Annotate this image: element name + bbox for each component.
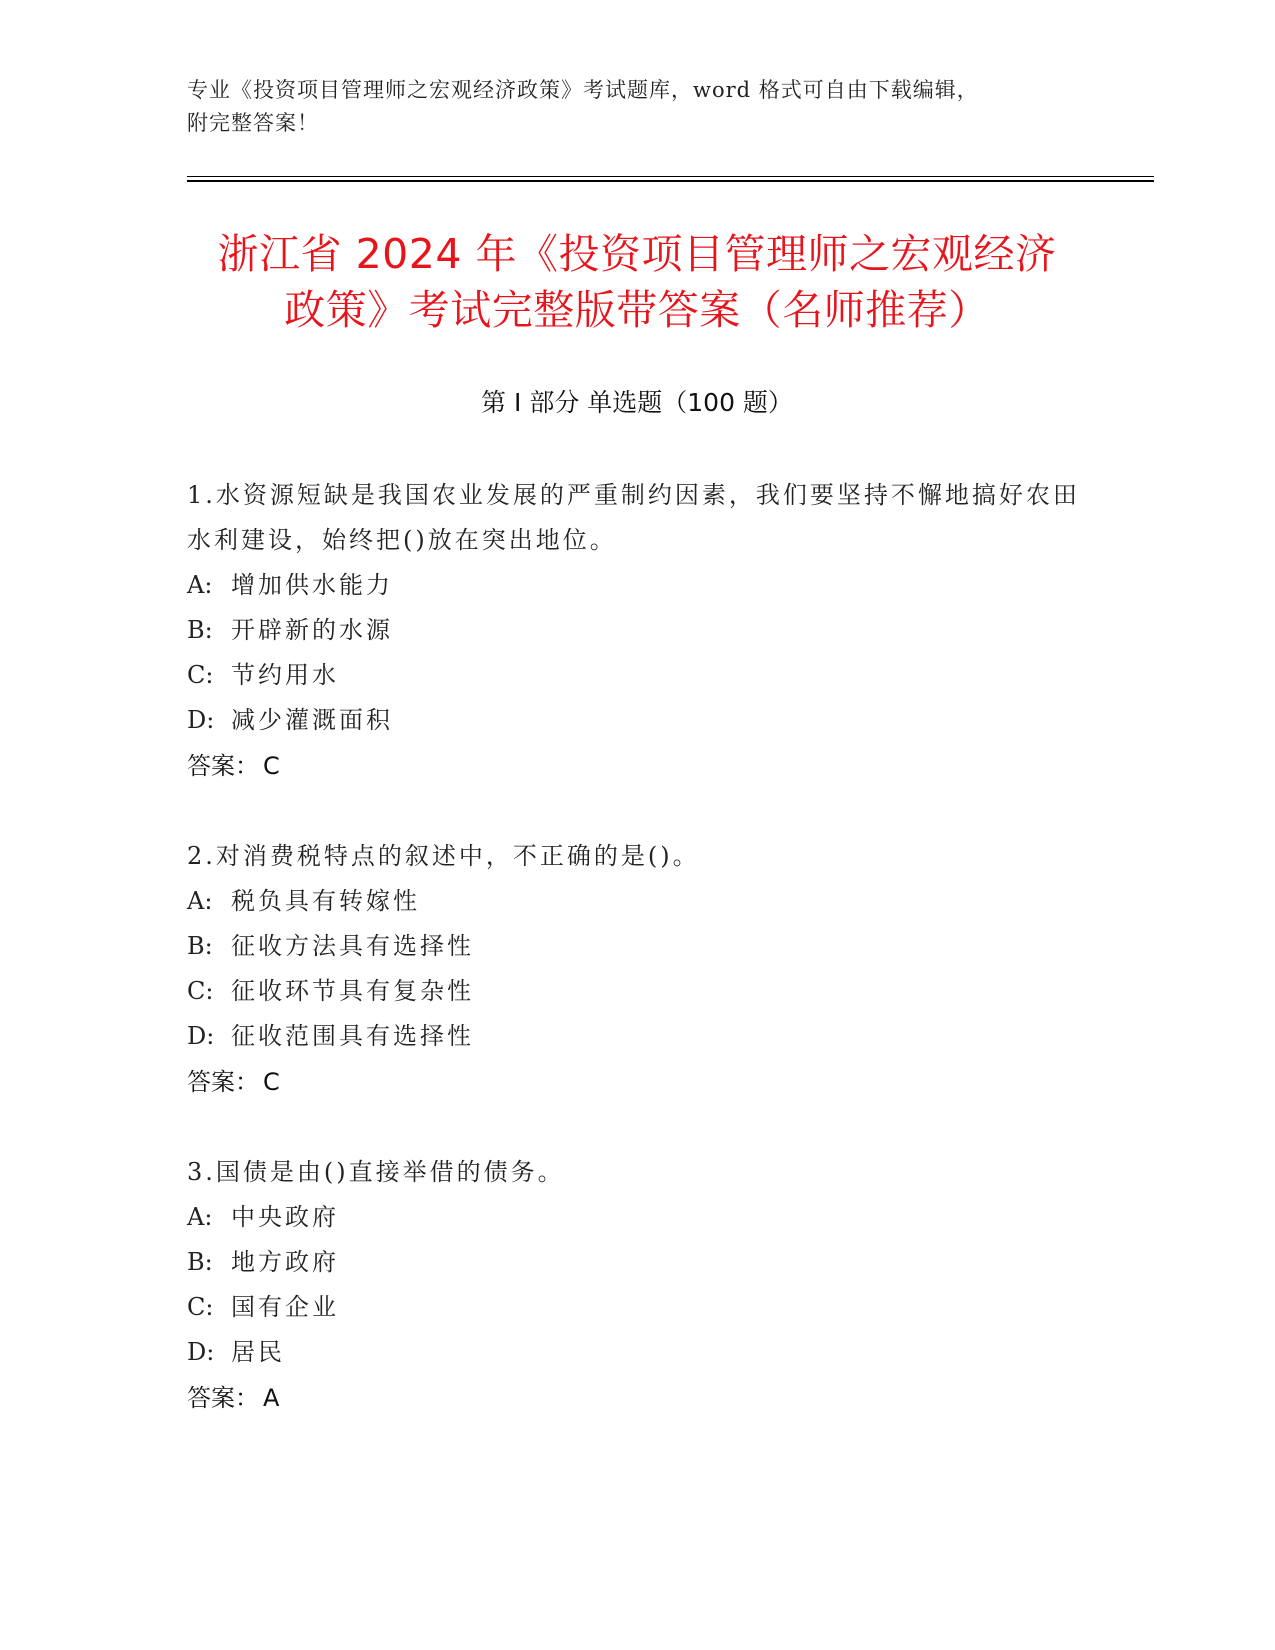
answer-value: C xyxy=(263,1068,280,1096)
option-a xyxy=(187,563,1087,608)
option-text: 节约用水 xyxy=(231,661,339,689)
option-letter: C: xyxy=(187,977,214,1005)
question-stem: 1.水资源短缺是我国农业发展的严重制约因素，我们要坚持不懈地搞好农田水利建设，始终把()放在突出地位。 xyxy=(187,481,1080,554)
answer-label: 答案： xyxy=(187,1068,259,1096)
option-text: 增加供水能力 xyxy=(231,571,393,599)
option-text: 征收方法具有选择性 xyxy=(231,932,474,960)
option-letter: A: xyxy=(187,1203,213,1231)
option-letter: C: xyxy=(187,1293,214,1321)
document-title-line-1: 浙江省 2024 年《投资项目管理师之宏观经济 xyxy=(217,230,1057,278)
option-text: 开辟新的水源 xyxy=(231,616,393,644)
option-c xyxy=(187,653,1087,698)
question-stem: 3.国债是由()直接举借的债务。 xyxy=(187,1158,565,1186)
option-b xyxy=(187,924,1087,969)
option-text: 征收范围具有选择性 xyxy=(231,1022,474,1050)
question-stem: 2.对消费税特点的叙述中，不正确的是()。 xyxy=(187,842,700,870)
option-letter: A: xyxy=(187,887,213,915)
option-a xyxy=(187,879,1087,924)
option-letter: D: xyxy=(187,1338,215,1366)
option-text: 征收环节具有复杂性 xyxy=(231,977,474,1005)
option-letter: A: xyxy=(187,571,213,599)
option-a xyxy=(187,1195,1087,1240)
answer-line xyxy=(187,1375,1087,1422)
option-letter: D: xyxy=(187,1022,215,1050)
question-2 xyxy=(187,834,1087,1106)
question-1 xyxy=(187,473,1087,790)
answer-line xyxy=(187,743,1087,790)
answer-label: 答案： xyxy=(187,1384,259,1412)
question-list xyxy=(187,473,1087,1466)
header-divider-thin xyxy=(187,176,1154,177)
header-divider-thick xyxy=(187,180,1154,182)
option-letter: B: xyxy=(187,932,213,960)
answer-value: A xyxy=(263,1384,280,1412)
answer-line xyxy=(187,1059,1087,1106)
option-letter: C: xyxy=(187,661,214,689)
option-c xyxy=(187,969,1087,1014)
option-letter: D: xyxy=(187,706,215,734)
option-d xyxy=(187,1330,1087,1375)
option-text: 地方政府 xyxy=(231,1248,339,1276)
option-letter: B: xyxy=(187,616,213,644)
option-d xyxy=(187,1014,1087,1059)
option-b xyxy=(187,1240,1087,1285)
option-c xyxy=(187,1285,1087,1330)
option-text: 国有企业 xyxy=(231,1293,339,1321)
header-note-line-1: 专业《投资项目管理师之宏观经济政策》考试题库，word 格式可自由下载编辑， xyxy=(187,78,979,102)
option-text: 中央政府 xyxy=(231,1203,339,1231)
option-letter: B: xyxy=(187,1248,213,1276)
option-b xyxy=(187,608,1087,653)
option-text: 税负具有转嫁性 xyxy=(231,887,420,915)
answer-value: C xyxy=(263,752,280,780)
option-text: 减少灌溉面积 xyxy=(231,706,393,734)
document-title-line-2: 政策》考试完整版带答案（名师推荐） xyxy=(284,286,990,334)
answer-label: 答案： xyxy=(187,752,259,780)
question-3 xyxy=(187,1150,1087,1422)
option-text: 居民 xyxy=(231,1338,285,1366)
document-title xyxy=(187,226,1087,338)
header-note xyxy=(187,74,1087,140)
header-note-line-2: 附完整答案！ xyxy=(187,111,319,135)
section-heading: 第 I 部分 单选题（100 题） xyxy=(481,388,793,417)
option-d xyxy=(187,698,1087,743)
